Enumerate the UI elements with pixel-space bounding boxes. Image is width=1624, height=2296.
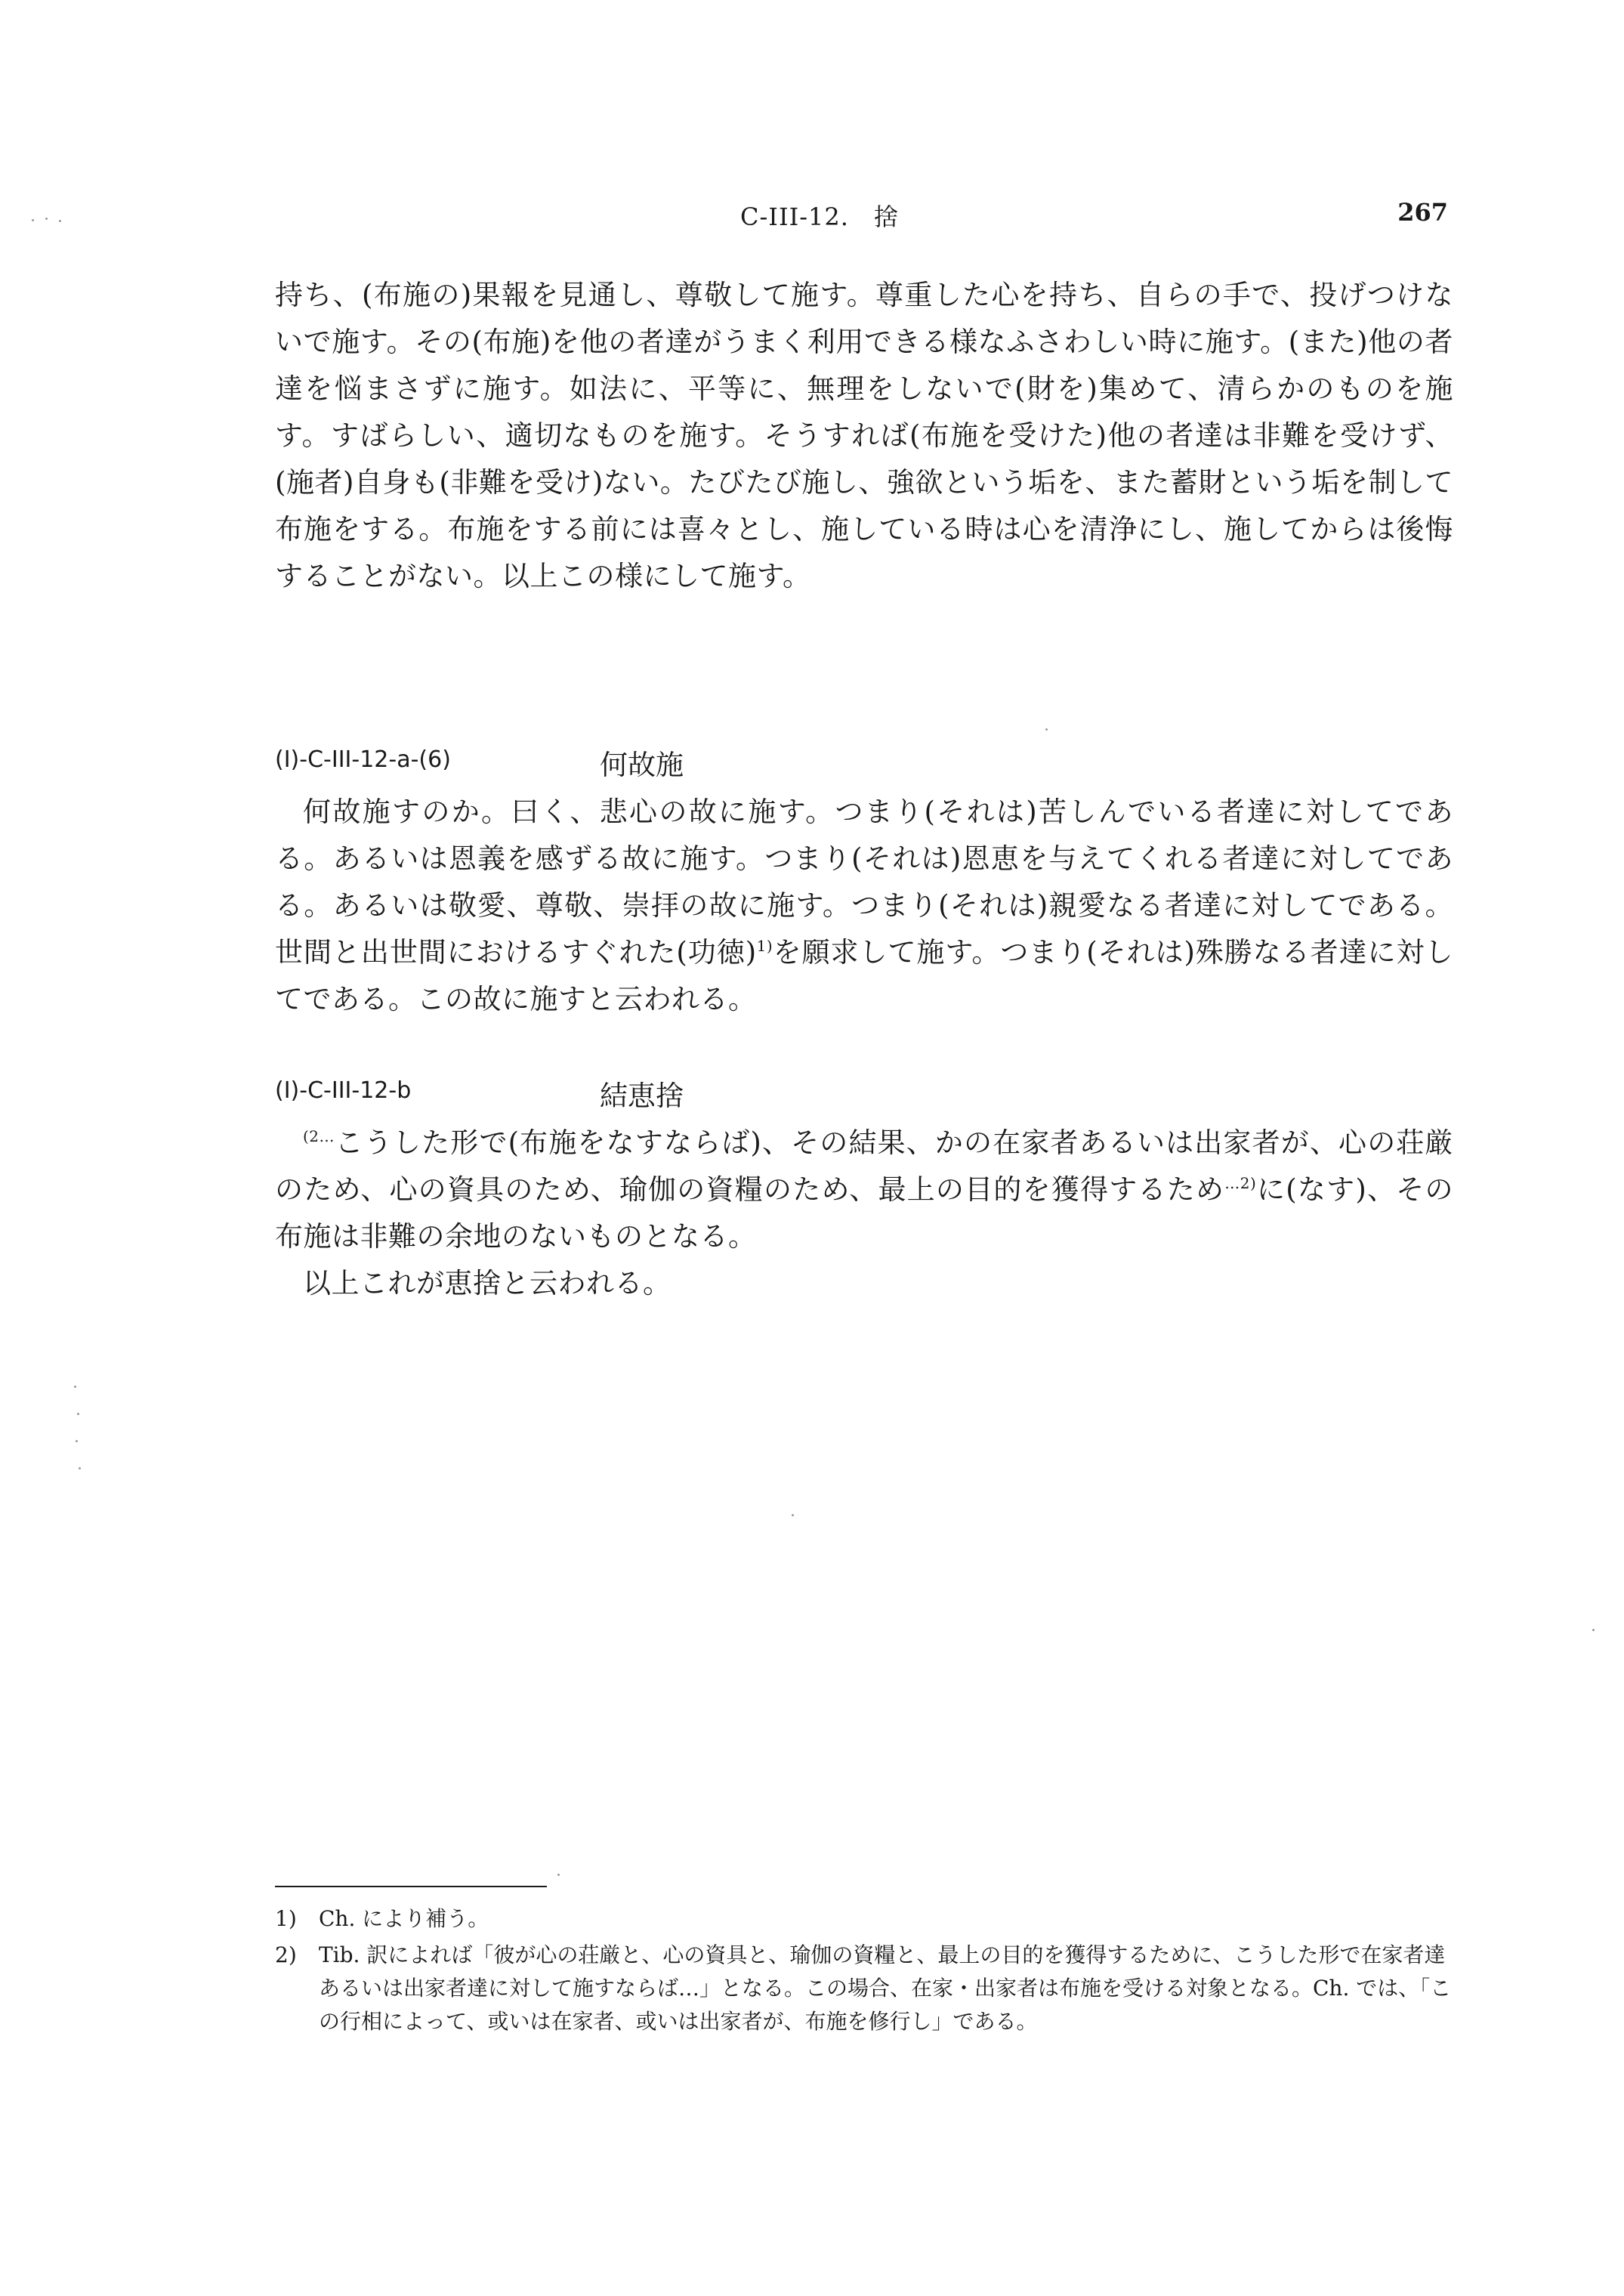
page-header: [740, 198, 1448, 234]
section-heading-why-give: [275, 742, 1453, 784]
section-number: (I)-C-III-12-b: [275, 1077, 412, 1104]
running-title: C-III-12. 捨: [740, 202, 899, 231]
paragraph-continued: 持ち、(布施の)果報を見通し、尊敬して施す。尊重した心を持ち、自らの手で、投げつけないで施す。その(布施)を他の者達がうまく利用できる様なふさわしい時に施す。(また)他の者達を悩まさずに施す。如法に、平等に、無理をしないで(財を)集めて、清らかのものを施す。すばらしい、適切なものを施す。そうすれば(布施を受けた)他の者達は非難を受けず、(施者)自身も(非難を受け)ない。たびたび施し、強欲という垢を、また蓄財という垢を制して布施をする。布施をする前には喜々とし、施している時は心を清浄にし、施してからは後悔することがない。以上この様にして施す。: [275, 279, 1453, 592]
footnote-ref-2-close: …2): [1224, 1174, 1257, 1192]
scan-speck: [557, 1874, 560, 1876]
section-heading-conclusion: [275, 1073, 1453, 1115]
footnote-ref-2-open: (2…: [303, 1127, 335, 1145]
section-title: 何故施: [600, 749, 684, 781]
paragraph-text: 何故施すのか。曰く、悲心の故に施す。つまり(それは)苦しんでいる者達に対してである。あるいは恩義を感ずる故に施す。つまり(それは)恩恵を与えてくれる者達に対してである。あるいは敬愛、尊敬、崇拝の故に施す。つまり(それは)親愛なる者達に対してである。世間と出世間におけるすぐれた(功徳): [275, 796, 1453, 969]
footnote-divider: [275, 1886, 547, 1887]
scan-speck: [76, 1440, 78, 1442]
section-title: 結恵捨: [600, 1080, 684, 1112]
paragraph-summary: 以上これが恵捨と云われる。: [303, 1267, 672, 1299]
scan-speck: [32, 219, 34, 221]
section-number: (I)-C-III-12-a-(6): [275, 746, 451, 773]
scan-speck: [74, 1386, 76, 1388]
footnote-1: [275, 1902, 1453, 1936]
scan-speck: [79, 1467, 81, 1469]
footnote-marker: 1): [275, 1906, 297, 1931]
paragraph-text: に(なす)、その布施は非難の余地のないものとなる。: [275, 1173, 1453, 1253]
footnote-text: Tib. 訳によれば「彼が心の荘厳と、心の資具と、瑜伽の資糧と、最上の目的を獲得するために、こうした形で在家者達あるいは出家者達に対して施すならば…」となる。この場合、在家・出家者は布施を受ける対象となる。Ch. では、「この行相によって、或いは在家者、或いは出家者が、布施を修行し」である。: [319, 1942, 1452, 2034]
paragraph-text: を願求して施す。つまり(それは)殊勝なる者達に対してである。この故に施すと云われる。: [275, 936, 1453, 1015]
footnote-text: Ch. により補う。: [319, 1906, 489, 1931]
footnote-ref-1: 1): [756, 937, 773, 955]
scan-speck: [1045, 728, 1048, 731]
paragraph-why-give: [275, 789, 1453, 1023]
scan-speck: [1592, 1629, 1595, 1631]
scan-speck: [45, 218, 48, 220]
footnote-2: [275, 1939, 1453, 2038]
scan-speck: [59, 220, 61, 222]
page-number: 267: [1397, 198, 1448, 227]
footnote-marker: 2): [275, 1942, 297, 1967]
footnotes: [275, 1902, 1453, 2041]
paragraph-conclusion: [275, 1120, 1453, 1260]
scan-speck: [792, 1514, 794, 1516]
paragraph-text: こうした形で(布施をなすならば)、その結果、かの在家者あるいは出家者が、心の荘厳のため、心の資具のため、瑜伽の資糧のため、最上の目的を獲得するため: [275, 1126, 1453, 1206]
scan-speck: [77, 1413, 79, 1415]
